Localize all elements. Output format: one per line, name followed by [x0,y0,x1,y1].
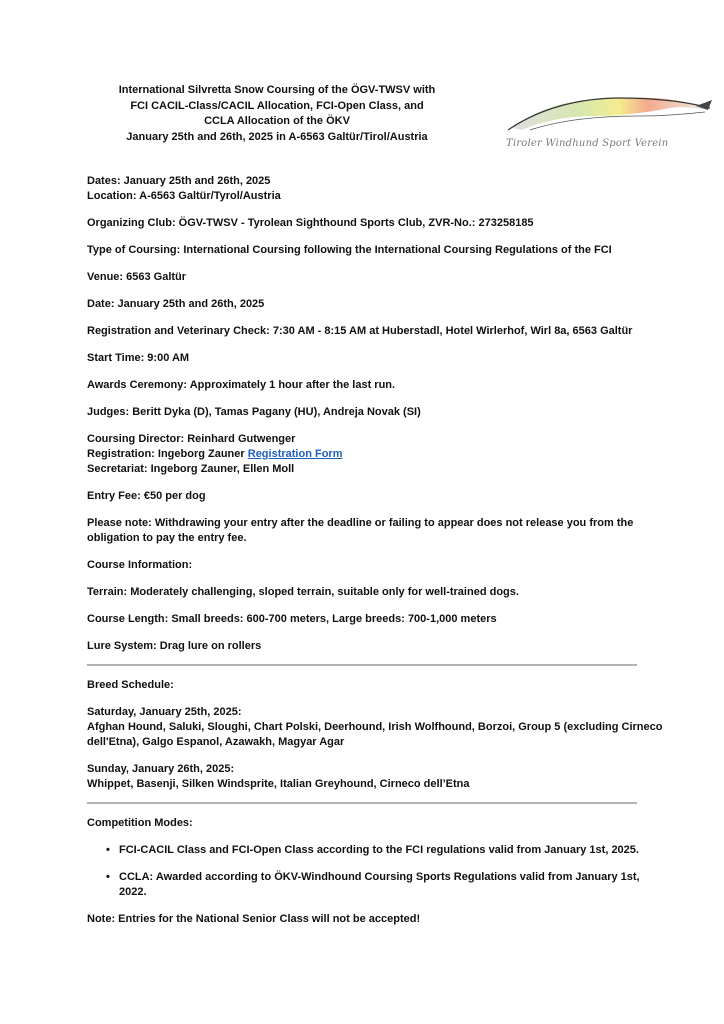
lure-system-line: Lure System: Drag lure on rollers [87,640,262,652]
judges-line: Judges: Beritt Dyka (D), Tamas Pagany (HU), Andreja Novak (SI) [87,406,421,418]
saturday-breeds-line: dell'Etna), Galgo Espanol, Azawakh, Magyar Agar [87,736,345,748]
event-title [92,83,462,145]
mode-fci-cacil: FCI-CACIL Class and FCI-Open Class according to the FCI regulations valid from January 1st, 2025. [119,844,639,856]
title-line: International Silvretta Snow Coursing of the ÖGV-TWSV with [118,84,436,96]
course-heading: Course Information: [87,559,193,571]
location-line: Location: A-6563 Galtür/Tyrol/Austria [87,190,281,202]
document-body [87,174,663,927]
dates-line: Dates: January 25th and 26th, 2025 [87,175,271,187]
logo-text: Tiroler Windhund Sport Verein [506,138,669,149]
bullet-icon: • [106,871,110,883]
saturday-breeds-line: Afghan Hound, Saluki, Sloughi, Chart Polski, Deerhound, Irish Wolfhound, Borzoi, Group 5 (excluding Cirneco [87,721,663,733]
type-of-coursing-line: Type of Coursing: International Coursing following the International Coursing Regulations of the FCI [87,244,612,256]
registration-form-link[interactable]: Registration Form [247,448,343,460]
final-note-line: Note: Entries for the National Senior Class will not be accepted! [87,913,421,925]
breed-schedule-heading: Breed Schedule: [87,679,174,691]
title-line: FCI CACIL-Class/CACIL Allocation, FCI-Open Class, and [130,99,424,112]
competition-modes-list [87,843,647,900]
secretariat-line: Secretariat: Ingeborg Zauner, Ellen Moll [87,463,295,475]
note-line: Please note: Withdrawing your entry after the deadline or failing to appear does not release you from the [87,517,634,529]
coursing-director-line: Coursing Director: Reinhard Gutwenger [87,433,296,445]
sunday-breeds-line: Whippet, Basenji, Silken Windsprite, Italian Greyhound, Cirneco dell’Etna [87,778,470,790]
start-time-line: Start Time: 9:00 AM [87,352,190,364]
sunday-heading: Sunday, January 26th, 2025: [87,763,235,775]
mode-ccla: 2022. [119,886,147,898]
bullet-icon: • [106,844,110,856]
list-item [87,870,647,900]
awards-line: Awards Ceremony: Approximately 1 hour after the last run. [87,379,396,391]
entry-fee-line: Entry Fee: €50 per dog [87,490,206,502]
organizing-club-line: Organizing Club: ÖGV-TWSV - Tyrolean Sighthound Sports Club, ZVR-No.: 273258185 [87,217,534,229]
title-line: CCLA Allocation of the ÖKV [204,115,350,127]
registration-check-line: Registration and Veterinary Check: 7:30 AM - 8:15 AM at Huberstadl, Hotel Wirlerhof, Wirl 8a, 6563 Galtür [87,325,633,337]
terrain-line: Terrain: Moderately challenging, sloped terrain, suitable only for well-trained dogs. [87,586,519,598]
registration-label: Registration: Ingeborg Zauner [87,448,245,460]
date-line: Date: January 25th and 26th, 2025 [87,298,265,310]
mode-ccla: CCLA: Awarded according to ÖKV-Windhound Coursing Sports Regulations valid from January 1st, [119,871,640,883]
greyhound-logo-icon [500,86,718,136]
saturday-heading: Saturday, January 25th, 2025: [87,706,242,718]
title-line: January 25th and 26th, 2025 in A-6563 Galtür/Tirol/Austria [126,130,428,143]
registration-line [87,447,647,462]
club-logo [500,86,718,156]
note-line: obligation to pay the entry fee. [87,532,247,544]
competition-modes-heading: Competition Modes: [87,817,193,829]
list-item [87,843,647,858]
course-length-line: Course Length: Small breeds: 600-700 meters, Large breeds: 700-1,000 meters [87,613,497,625]
venue-line: Venue: 6563 Galtür [87,271,187,283]
